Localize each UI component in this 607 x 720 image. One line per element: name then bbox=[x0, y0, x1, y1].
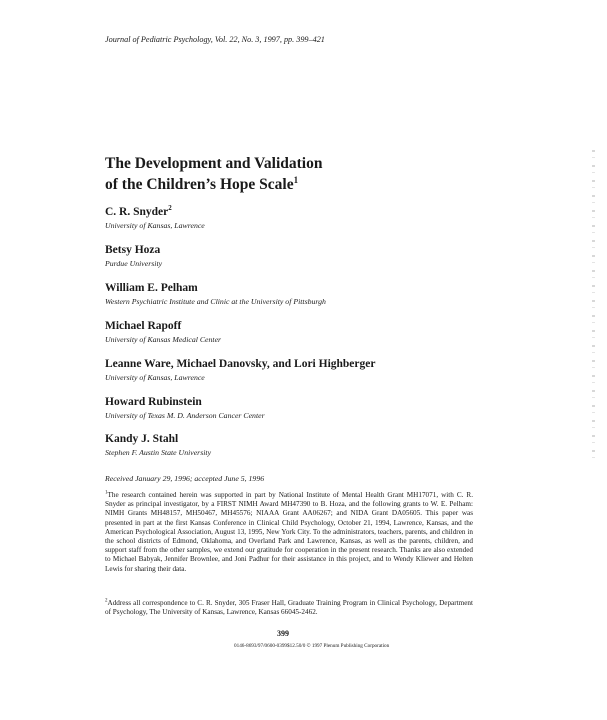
received-date: Received January 29, 1996; accepted June 5, 1996 bbox=[105, 474, 265, 483]
title-line-1: The Development and Validation bbox=[105, 155, 323, 172]
author-name: Michael Rapoff bbox=[105, 320, 182, 332]
author-affiliation: University of Kansas, Lawrence bbox=[105, 221, 205, 230]
author-affiliation: University of Kansas, Lawrence bbox=[105, 373, 205, 382]
author-name: William E. Pelham bbox=[105, 282, 198, 294]
author-block-1 bbox=[105, 244, 162, 268]
footnote-1 bbox=[105, 491, 473, 574]
footnote-text: Address all correspondence to C. R. Snyder, 305 Fraser Hall, Graduate Training Program in Clinical Psychology, Department of Psychology, The University of Kansas, Lawrence, Kansas 66045-2462. bbox=[105, 599, 473, 617]
author-affiliation: University of Texas M. D. Anderson Cancer Center bbox=[105, 411, 265, 420]
paper-title bbox=[105, 153, 525, 195]
footnote-2 bbox=[105, 599, 473, 617]
title-line-2-text: of the Children’s Hope Scale bbox=[105, 176, 294, 193]
author-affiliation: Stephen F. Austin State University bbox=[105, 448, 212, 457]
author-name: Leanne Ware, Michael Danovsky, and Lori Highberger bbox=[105, 358, 376, 370]
author-block-5 bbox=[105, 396, 265, 420]
footnote-text: The research contained herein was supported in part by National Institute of Mental Health Grant MH17071, with C. R. Snyder as principal investigator, by a FIRST NIMH Award MH47390 to B. Hoza, and the following grants to W. E. Pelham: NIMH Grants MH48157, MH50467, MH45576; NIAAA Grant AA06267; and NIDA Grant DA05605. This paper was presented in part at the first Kansas Conference in Clinical Child Psychology, October 21, 1994, Lawrence, Kansas, and the American Psychological Association, August 13, 1995, New York City. To the administrators, teachers, parents, and children in the school districts of Edmond, Oklahoma, and Overland Park and Lawrence, Kansas, as well as the parents, children, and support staff from the other samples, we extend our gratitude for cooperation in the present research. Thanks are also extended to Michael Babyak, Jennifer Brownlee, and Joni Padhur for their assistance in this project, and to Wendy Kliewer and Helten Lewis for sharing their data. bbox=[105, 491, 473, 573]
author-name: Betsy Hoza bbox=[105, 244, 161, 256]
footnote-marker: 1 bbox=[105, 490, 108, 496]
title-line-2 bbox=[105, 174, 525, 195]
copyright-line: 0146-8693/97/0600-0399$12.50/0 © 1997 Plenum Publishing Corporation bbox=[234, 643, 390, 649]
author-name: Howard Rubinstein bbox=[105, 396, 202, 408]
author-name-text: C. R. Snyder bbox=[105, 206, 169, 218]
author-block-0 bbox=[105, 206, 205, 230]
author-block-6 bbox=[105, 433, 211, 457]
author-block-4 bbox=[105, 358, 375, 382]
author-name bbox=[105, 206, 205, 218]
title-footnote-marker: 1 bbox=[293, 174, 299, 185]
author-name: Kandy J. Stahl bbox=[105, 433, 179, 445]
author-block-2 bbox=[105, 282, 326, 306]
journal-header: Journal of Pediatric Psychology, Vol. 22, No. 3, 1997, pp. 399–421 bbox=[105, 35, 325, 44]
author-block-3 bbox=[105, 320, 221, 344]
scan-edge-artifact bbox=[592, 150, 595, 460]
author-affiliation: Purdue University bbox=[105, 259, 163, 268]
page-number: 399 bbox=[277, 629, 289, 638]
footnote-marker: 2 bbox=[105, 598, 108, 604]
author-affiliation: Western Psychiatric Institute and Clinic at the University of Pittsburgh bbox=[105, 297, 326, 306]
author-footnote-marker: 2 bbox=[168, 204, 172, 213]
author-affiliation: University of Kansas Medical Center bbox=[105, 335, 222, 344]
